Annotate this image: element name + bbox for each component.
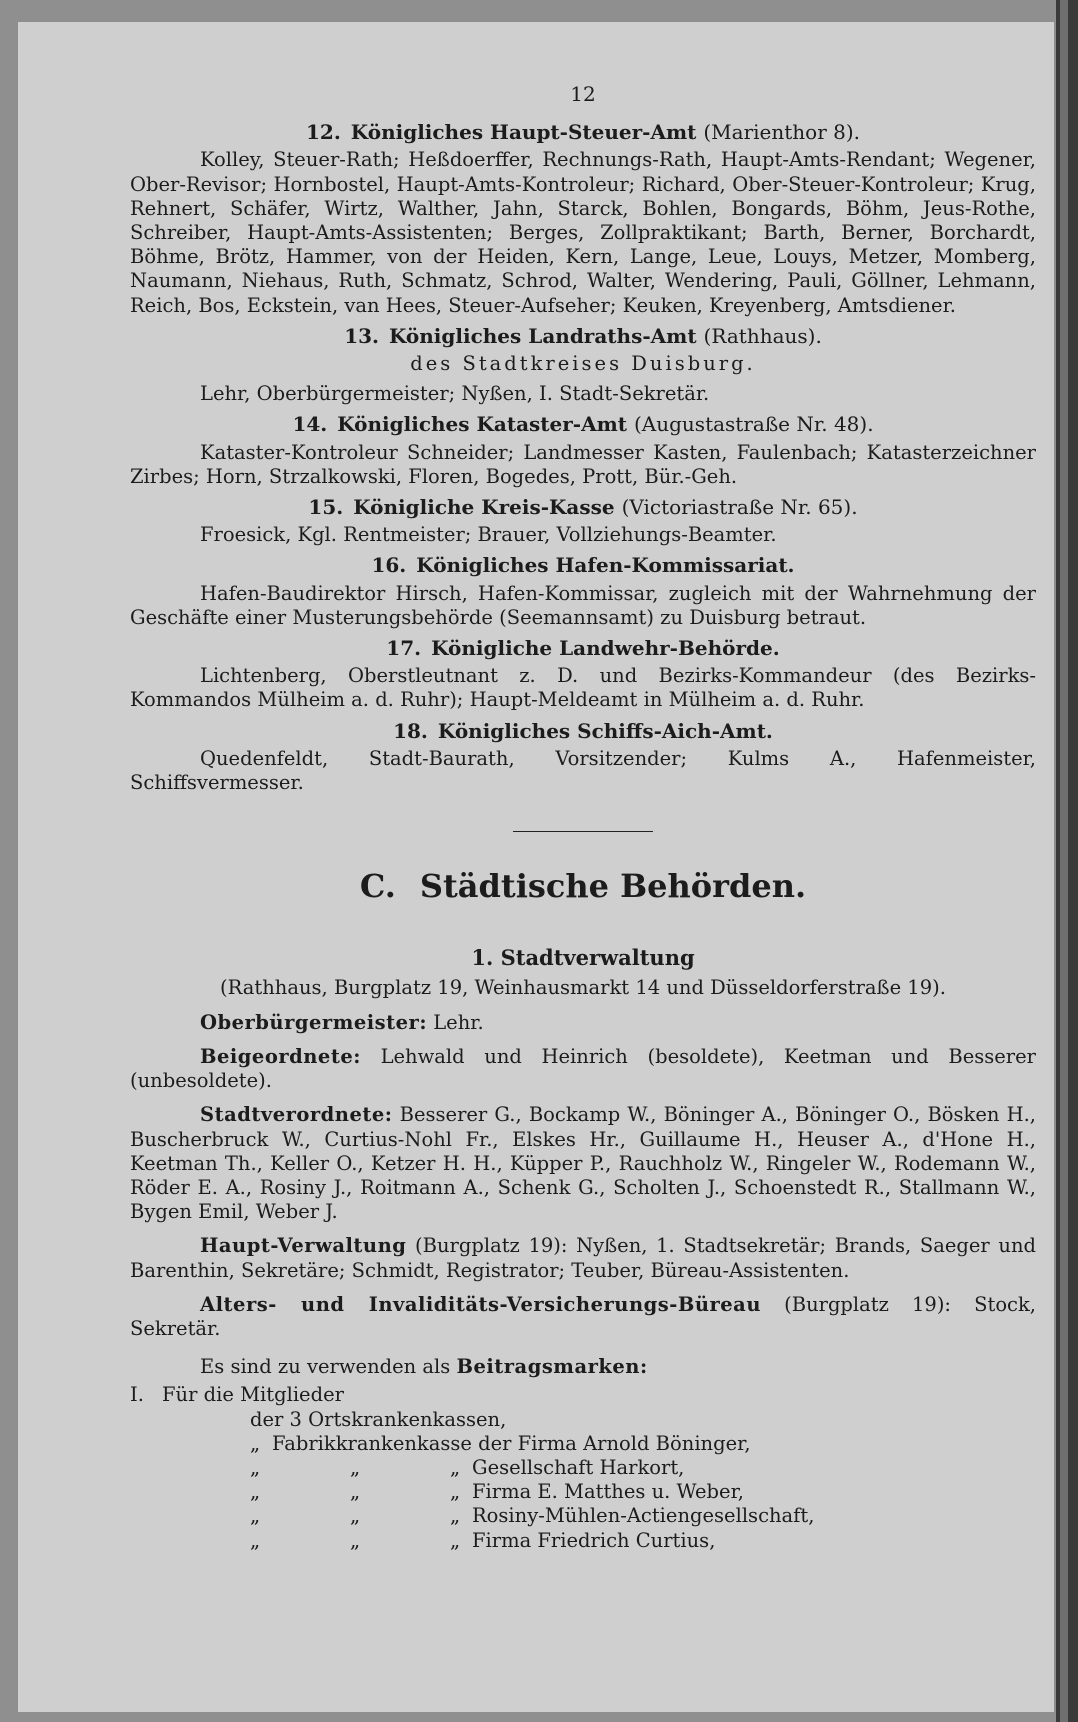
section-body: Kolley, Steuer-Rath; Heßdoerffer, Rechnungs-Rath, Haupt-Amts-Rendant; Wegener, Ober-Revisor; Hornbostel, Haupt-Amts-Kontroleur; Richard, Ober-Steuer-Kontroleur; Krug, Rehnert, Schäfer, Wirtz, Walther, Jahn, Starck, Bohlen, Bongards, Böhm, Jeus-Rothe, Schreiber, Haupt-Amts-Assistenten; Berges, Zollpraktikant; Barth, Berner, Borchardt, Böhme, Brötz, Hammer, von der Heiden, Kern, Lange, Leue, Louys, Metzer, Momberg, Naumann, Niehaus, Ruth, Schmatz, Schrod, Walter, Wendering, Pauli, Göllner, Lehmann, Reich, Bos, Eckstein, van Hees, Steuer-Aufseher; Keuken, Kreyenberg, Amtsdiener.: [130, 148, 1036, 317]
section-number: 13.: [344, 323, 379, 348]
marks-intro: [130, 1355, 1036, 1379]
entry-text: Lehr.: [427, 1010, 484, 1034]
section-title-text: Königliches Landraths-Amt: [388, 323, 697, 348]
marks-row: [130, 1504, 1036, 1528]
section-list: [130, 120, 1036, 795]
section-body: Hafen-Baudirektor Hirsch, Hafen-Kommissar, zugleich mit der Wahrnehmung der Geschäfte einer Musterungsbehörde (Seemannsamt) zu Duisburg betraut.: [130, 581, 1036, 629]
subsection-title: [130, 946, 1036, 970]
section-body: Lehr, Oberbürgermeister; Nyßen, I. Stadt-Sekretär.: [200, 382, 710, 406]
section-body: Kataster-Kontroleur Schneider; Landmesser Kasten, Faulenbach; Katasterzeichner Zirbes; Horn, Strzalkowski, Floren, Bogedes, Prott, Bür.-Geh.: [130, 440, 1036, 488]
marks-row-text: Firma Friedrich Curtius,: [472, 1528, 716, 1552]
section-title: [130, 324, 1036, 348]
marks-line-2: [130, 1408, 1036, 1432]
section-number: 16.: [371, 553, 407, 578]
page-edge: [1056, 0, 1078, 1722]
section-title: [130, 553, 1036, 577]
section-body: Quedenfeldt, Stadt-Baurath, Vorsitzender; Kulms A., Hafenmeister, Schiffsvermesser.: [130, 746, 1036, 795]
entry: [130, 1011, 1036, 1035]
section-address: (Victoriastraße Nr. 65).: [621, 495, 858, 520]
section-number: 15.: [308, 495, 344, 520]
ditto-mark: „: [450, 1455, 461, 1479]
ditto-mark: „: [250, 1455, 261, 1479]
ditto-mark: „: [250, 1504, 261, 1528]
section-number: 14.: [292, 412, 328, 437]
entry-label: Stadtverordnete:: [200, 1103, 393, 1127]
section-address: (Marienthor 8).: [703, 120, 861, 145]
section-address: (Augustastraße Nr. 48).: [634, 412, 874, 437]
roman-numeral: I.: [130, 1383, 144, 1407]
ditto-mark: „: [350, 1480, 361, 1504]
marks-rows: [130, 1432, 1036, 1553]
section-number: 12.: [305, 120, 341, 145]
ditto-mark: „: [350, 1455, 361, 1479]
section-title-text: Königliches Haupt-Steuer-Amt: [350, 120, 697, 145]
ditto-mark: „: [250, 1528, 261, 1552]
page-content: [130, 82, 1036, 1553]
section-body: Lichtenberg, Oberstleutnant z. D. und Bezirks-Kommandeur (des Bezirks-Kommandos Mülheim a. d. Ruhr); Haupt-Meldeamt in Mülheim a. d. Ruhr.: [130, 664, 1036, 712]
section-title-text: Königliches Kataster-Amt: [337, 412, 628, 437]
ditto-mark: „: [450, 1480, 461, 1504]
marks-line-3-text: Fabrikkrankenkasse der Firma Arnold Böninger,: [272, 1431, 751, 1455]
section-title-text: Königliches Hafen-Kommissariat.: [416, 553, 795, 578]
marks-line-1-text: Für die Mitglieder: [162, 1383, 344, 1407]
section-title-text: Königliche Landwehr-Behörde.: [431, 636, 780, 661]
marks-list: [130, 1355, 1036, 1553]
marks-row: [130, 1480, 1036, 1504]
entry-label: Beigeordnete:: [200, 1044, 361, 1068]
entry: [130, 1293, 1036, 1341]
entry-label: Haupt-Verwaltung: [200, 1234, 407, 1258]
section-title: [130, 412, 1036, 436]
section-title: [130, 120, 1036, 144]
entry: [130, 1234, 1036, 1282]
entry-text: (Burgplatz 19): Stock, Sekretär.: [130, 1292, 1036, 1340]
ditto-mark: „: [250, 1480, 261, 1504]
entry-list: [130, 1011, 1036, 1341]
entry: [130, 1103, 1036, 1224]
section-address: (Rathhaus).: [703, 323, 822, 348]
part-number: C.: [359, 867, 396, 906]
section-title: [130, 636, 1036, 660]
marks-row-text: Gesellschaft Harkort,: [472, 1455, 685, 1479]
section-subtitle: des Stadtkreises Duisburg.: [410, 352, 756, 376]
divider: [513, 831, 653, 832]
part-title-text: Städtische Behörden.: [419, 867, 807, 906]
subsection-number: 1.: [471, 945, 494, 971]
section-title: [130, 719, 1036, 743]
page-number: 12: [570, 82, 596, 106]
ditto-mark: „: [450, 1528, 461, 1552]
marks-line-1: [130, 1383, 1036, 1407]
section-number: 17.: [386, 636, 422, 661]
marks-line-3: [130, 1432, 1036, 1456]
section-title: [130, 495, 1036, 519]
section-body: Froesick, Kgl. Rentmeister; Brauer, Vollziehungs-Beamter.: [200, 523, 777, 547]
section-title-text: Königliche Kreis-Kasse: [353, 495, 615, 520]
section-number: 18.: [393, 718, 428, 743]
entry-label: Alters- und Invaliditäts-Versicherungs-Büreau: [200, 1292, 761, 1316]
marks-row-text: Rosiny-Mühlen-Actiengesellschaft,: [472, 1504, 815, 1528]
entry-text: (Burgplatz 19): Nyßen, 1. Stadtsekretär; Brands, Saeger und Barenthin, Sekretäre; Schmidt, Registrator; Teuber, Büreau-Assistenten.: [130, 1234, 1036, 1282]
subsection-address: (Rathhaus, Burgplatz 19, Weinhausmarkt 14 und Düsseldorferstraße 19).: [220, 976, 946, 1000]
ditto-mark: „: [250, 1431, 261, 1455]
part-title: [130, 866, 1036, 906]
section-title-text: Königliches Schiffs-Aich-Amt.: [437, 718, 773, 743]
entry-text: Lehwald und Heinrich (besoldete), Keetman und Besserer (unbesoldete).: [130, 1044, 1036, 1093]
ditto-mark: „: [450, 1504, 461, 1528]
marks-intro-text: Es sind zu verwenden als: [200, 1355, 451, 1379]
entry-label: Oberbürgermeister:: [200, 1010, 428, 1034]
document-page: [18, 22, 1054, 1712]
ditto-mark: „: [350, 1528, 361, 1552]
marks-label: Beitragsmarken:: [456, 1355, 648, 1379]
ditto-mark: „: [350, 1504, 361, 1528]
entry-text: Besserer G., Bockamp W., Böninger A., Böninger O., Bösken H., Buscherbruck W., Curtius-Nohl Fr., Elskes Hr., Guillaume H., Heuser A., d'Hone H., Keetman Th., Keller O., Ketzer H. H., Küpper P., Rauchholz W., Ringeler W., Rodemann W., Röder E. A., Rosiny J., Roitmann A., Schenk G., Scholten J., Schoenstedt R., Stallmann W., Bygen Emil, Weber J.: [130, 1103, 1036, 1224]
marks-row-text: Firma E. Matthes u. Weber,: [472, 1480, 744, 1504]
subsection-title-text: Stadtverwaltung: [500, 945, 695, 971]
marks-row: [130, 1529, 1036, 1553]
entry: [130, 1045, 1036, 1093]
marks-row: [130, 1456, 1036, 1480]
marks-line-2-text: der 3 Ortskrankenkassen,: [250, 1407, 507, 1431]
